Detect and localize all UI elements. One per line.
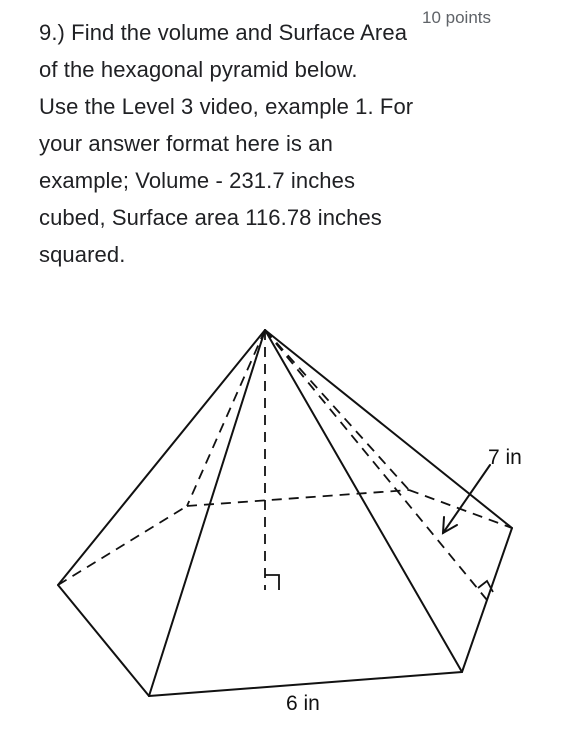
points-badge: 10 points	[422, 8, 491, 27]
question-text-line-7: squared.	[39, 242, 126, 267]
hidden-base-edge-back-left	[58, 506, 187, 585]
question-text-line-2: of the hexagonal pyramid below.	[39, 57, 358, 82]
base-edge-label: 6 in	[286, 692, 320, 715]
question-text-line-5: example; Volume - 231.7 inches	[39, 168, 356, 193]
hidden-lateral-edge-back-left	[187, 330, 265, 506]
hidden-lateral-edge-back-right	[265, 330, 409, 490]
question-text-line-4: your answer format here is an	[39, 131, 333, 156]
hidden-base-edge-back	[187, 490, 409, 506]
height-right-angle-marker	[265, 575, 279, 590]
slant-label-arrow	[443, 465, 490, 533]
base-edge-front-left	[58, 585, 149, 696]
lateral-edge-left	[58, 330, 265, 585]
lateral-edge-right	[265, 330, 512, 528]
hexagonal-pyramid-diagram	[0, 300, 572, 733]
question-text-line-1: 9.) Find the volume and Surface Area	[39, 20, 408, 45]
lateral-edge-front-right	[265, 330, 462, 672]
slant-height-line	[265, 330, 487, 600]
slant-height-label: 7 in	[488, 446, 522, 469]
question-prompt	[39, 14, 559, 273]
question-text-line-6: cubed, Surface area 116.78 inches	[39, 205, 382, 230]
question-text-line-3: Use the Level 3 video, example 1. For	[39, 94, 414, 119]
hexagonal-pyramid-figure	[0, 300, 572, 733]
lateral-edge-front-left	[149, 330, 265, 696]
